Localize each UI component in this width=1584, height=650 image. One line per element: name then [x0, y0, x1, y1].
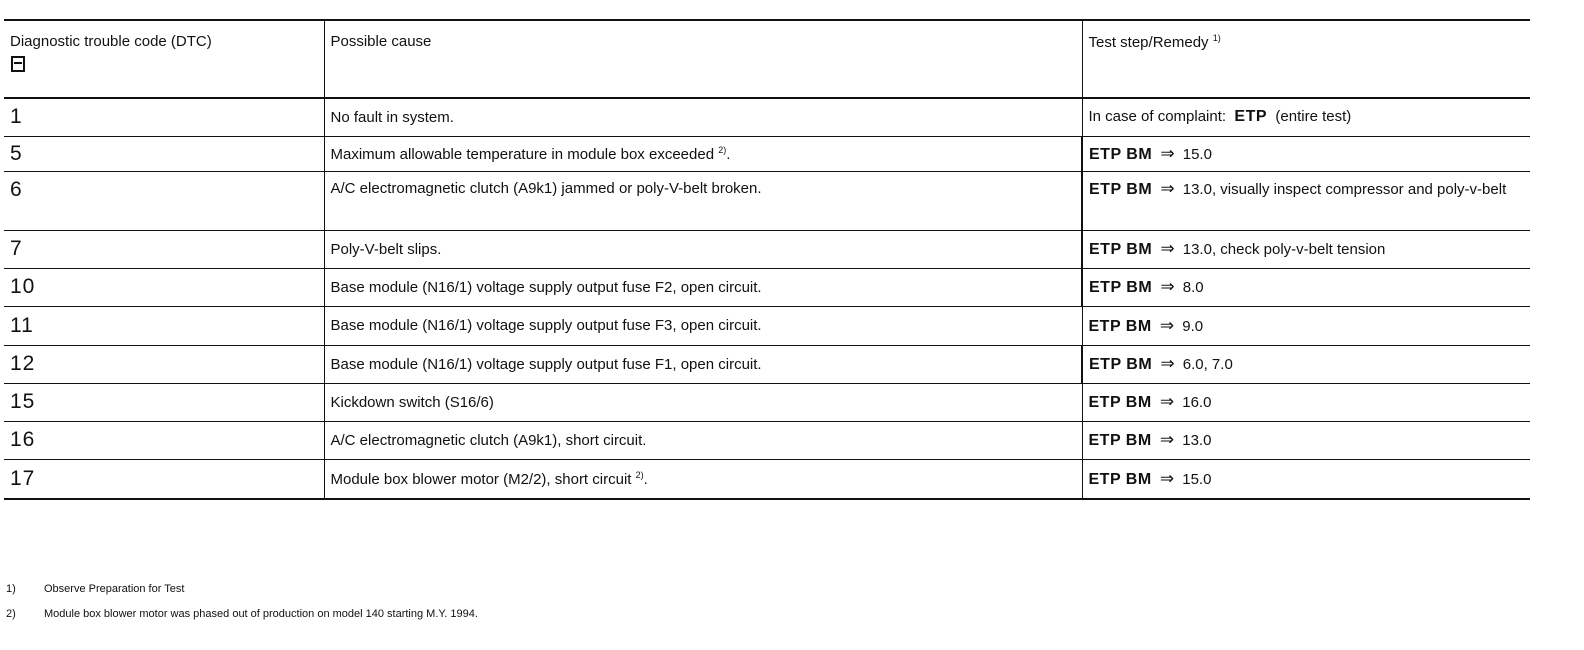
arrow-icon: ⇒: [1159, 468, 1175, 488]
header-cause-label: Possible cause: [330, 33, 432, 50]
remedy-test-ref: ETP BM: [1088, 317, 1152, 335]
footnote-1: [6, 583, 478, 608]
possible-cause: Base module (N16/1) voltage supply output fuse F1, open circuit.: [324, 345, 1082, 383]
remedy: [1082, 98, 1530, 136]
possible-cause: Base module (N16/1) voltage supply output fuse F3, open circuit.: [324, 306, 1082, 345]
cause-end: .: [726, 145, 731, 163]
remedy: [1082, 268, 1530, 306]
remedy-suffix: 15.0: [1182, 145, 1212, 163]
header-code-label: Diagnostic trouble code (DTC): [10, 33, 212, 50]
cause-footnote: 2): [718, 144, 727, 155]
possible-cause: [324, 136, 1082, 171]
dtc-code: 10: [4, 268, 324, 306]
arrow-icon: ⇒: [1160, 239, 1175, 258]
cause-end: .: [643, 470, 648, 488]
footnote-text: Observe Preparation for Test: [44, 583, 185, 595]
table-header-row: [4, 20, 1530, 98]
possible-cause: A/C electromagnetic clutch (A9k1) jammed or poly-V-belt broken.: [324, 171, 1082, 230]
remedy-test-ref: ETP BM: [1089, 241, 1153, 258]
remedy-suffix: 13.0, check poly-v-belt tension: [1182, 241, 1386, 258]
remedy-test-ref: ETP BM: [1088, 394, 1152, 411]
remedy-suffix: 9.0: [1182, 317, 1204, 335]
remedy: [1082, 421, 1530, 459]
remedy-suffix: 8.0: [1182, 279, 1204, 296]
footnote-mark: 2): [6, 608, 16, 620]
remedy: [1082, 383, 1530, 421]
remedy-test-ref: ETP BM: [1088, 432, 1152, 449]
display-icon: [11, 56, 25, 72]
arrow-icon: ⇒: [1160, 354, 1175, 373]
remedy: [1082, 230, 1530, 268]
dtc-code: 17: [4, 459, 324, 499]
cause-text: Module box blower motor (M2/2), short circuit: [330, 470, 632, 488]
arrow-icon: ⇒: [1160, 178, 1175, 198]
header-cause: [324, 20, 1082, 98]
remedy-suffix: 16.0: [1182, 394, 1212, 411]
table-row: [4, 306, 1530, 345]
arrow-icon: ⇒: [1159, 430, 1175, 449]
table-row: [4, 98, 1530, 136]
arrow-icon: ⇒: [1159, 315, 1175, 335]
header-code: [4, 20, 324, 98]
arrow-icon: ⇒: [1160, 277, 1175, 296]
remedy-prefix: In case of complaint:: [1088, 108, 1227, 126]
remedy: [1082, 345, 1530, 383]
header-remedy-footnote: 1): [1212, 33, 1221, 43]
remedy: [1082, 306, 1530, 345]
cause-footnote: 2): [635, 469, 644, 480]
footnote-2: [6, 608, 478, 633]
remedy-test-ref: ETP BM: [1089, 279, 1153, 296]
dtc-code: 7: [4, 230, 324, 268]
remedy-suffix: 6.0, 7.0: [1182, 356, 1233, 373]
possible-cause: [324, 459, 1082, 499]
remedy-suffix: 13.0, visually inspect compressor and poly-v-belt: [1182, 180, 1507, 198]
dtc-code: 15: [4, 383, 324, 421]
possible-cause: Base module (N16/1) voltage supply output fuse F2, open circuit.: [324, 268, 1082, 306]
remedy-test-ref: ETP BM: [1089, 145, 1153, 163]
table-row: [4, 383, 1530, 421]
table-row: [4, 268, 1530, 306]
footnote-text: Module box blower motor was phased out of production on model 140 starting M.Y. 1994.: [44, 608, 478, 620]
dtc-code: 16: [4, 421, 324, 459]
table-row: [4, 230, 1530, 268]
dtc-code: 11: [4, 306, 324, 345]
remedy: [1082, 171, 1530, 230]
remedy: [1082, 136, 1530, 171]
table-row: [4, 171, 1530, 230]
dtc-code: 12: [4, 345, 324, 383]
dtc-code: 5: [4, 136, 324, 171]
remedy-test-ref: ETP BM: [1089, 180, 1153, 198]
header-remedy-label: Test step/Remedy: [1088, 34, 1209, 51]
possible-cause: No fault in system.: [324, 98, 1082, 136]
footnotes: [6, 583, 478, 633]
dtc-table: [4, 19, 1530, 500]
remedy-suffix: 15.0: [1182, 470, 1212, 488]
remedy-test-ref: ETP BM: [1088, 470, 1152, 488]
table-row: [4, 345, 1530, 383]
remedy-suffix: (entire test): [1275, 108, 1352, 126]
dtc-code: 1: [4, 98, 324, 136]
table-row: [4, 421, 1530, 459]
footnote-mark: 1): [6, 583, 16, 595]
cause-text: Maximum allowable temperature in module box exceeded: [330, 145, 715, 163]
remedy-test-ref: ETP: [1234, 108, 1268, 126]
remedy-test-ref: ETP BM: [1089, 356, 1153, 373]
possible-cause: Kickdown switch (S16/6): [324, 383, 1082, 421]
arrow-icon: ⇒: [1160, 143, 1175, 163]
remedy-suffix: 13.0: [1182, 432, 1212, 449]
arrow-icon: ⇒: [1159, 392, 1175, 411]
dtc-code: 6: [4, 171, 324, 230]
remedy: [1082, 459, 1530, 499]
table-row: [4, 459, 1530, 499]
header-remedy: [1082, 20, 1530, 98]
possible-cause: A/C electromagnetic clutch (A9k1), short circuit.: [324, 421, 1082, 459]
possible-cause: Poly-V-belt slips.: [324, 230, 1082, 268]
table-row: [4, 136, 1530, 171]
